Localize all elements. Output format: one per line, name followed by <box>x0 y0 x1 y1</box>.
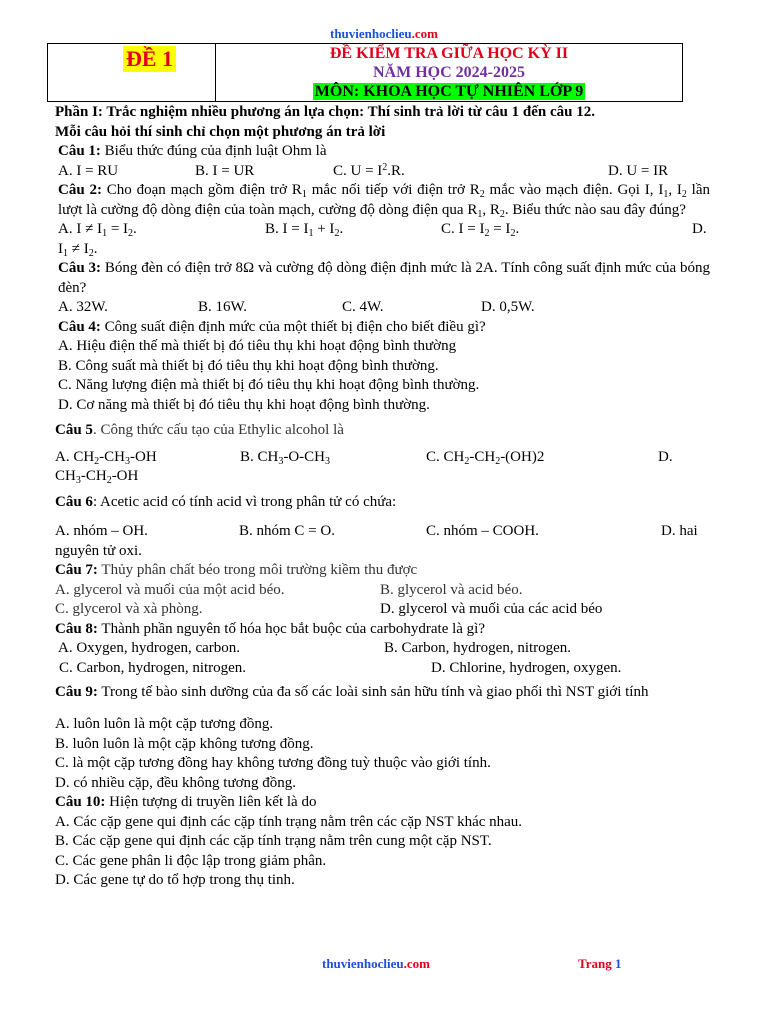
question-text: Thành phần nguyên tố hóa học bắt buộc của carbohydrate là gì? <box>97 620 486 637</box>
option-c: C. 4W. <box>342 299 384 315</box>
question-label: Câu 1: <box>58 143 101 159</box>
question-label: Câu 2: <box>58 182 102 198</box>
option-d: D. glycerol và muối của các acid béo <box>380 601 603 617</box>
option-a: A. Hiệu điện thế mà thiết bị đó tiêu thụ khi hoạt động bình thường <box>58 338 457 354</box>
question-6-options <box>55 522 710 542</box>
option-d: D. <box>658 448 673 465</box>
question-label: Câu 3: <box>58 260 102 276</box>
option-d: D. có nhiều cặp, đều không tương đồng. <box>55 774 297 791</box>
question-label: Câu 4: <box>58 318 101 335</box>
option-a: A. $CH_2-CH_3-OH$ <box>55 448 157 467</box>
option-a: A. Oxygen, hydrogen, carbon. <box>58 640 241 656</box>
option-a: A. $I \ne I_1 = I_2$. <box>58 221 137 239</box>
option-b: B. Các cặp gene qui định các cặp tính trạng nằm trên cung một cặp NST. <box>55 833 492 849</box>
option-b: B. nhóm C = O. <box>239 523 335 539</box>
question-text: : Acetic acid có tính acid vì trong phân tử có chứa: <box>92 493 397 510</box>
question-text: Cho đoạn mạch gồm điện trở $R_1$ mắc nối tiếp với điện trở $R_2$ mắc vào mạch điện. Gọi I, $I_1$, $I_2$ lần lượt là cường độ dòng điện của toàn mạch, cường độ dòng điện qua $R_1$, $R_2$. Biểu thức nào sau đây đúng? <box>58 182 711 220</box>
question-7-options-row2 <box>55 600 710 620</box>
question-3 <box>55 259 710 298</box>
part1-heading-line2: Mỗi câu hỏi thí sinh chỉ chọn một phương án trả lời <box>55 123 386 140</box>
question-5 <box>55 421 710 441</box>
question-text: Bóng đèn có điện trở 8Ω và cường độ dòng điện định mức là 2A. Tính công suất định mức của bóng đèn? <box>58 260 711 296</box>
page-label: Trang <box>578 956 612 971</box>
exam-header-table <box>47 43 683 102</box>
option-c: C. $CH_2-CH_2-(OH)2$ <box>426 448 545 467</box>
option-a: A. 32W. <box>58 299 108 315</box>
question-text: Trong tế bào sinh dưỡng của đa số các loài sinh sản hữu tính và giao phối thì NST giới tính <box>97 684 649 700</box>
question-text: Thủy phân chất béo trong môi trường kiềm thu được <box>97 562 418 578</box>
option-c: C. glycerol và xà phòng. <box>55 601 203 617</box>
question-9 <box>55 680 710 705</box>
part1-heading <box>55 103 710 142</box>
part1-heading-line1: Phần I: Trắc nghiệm nhiều phương án lựa chọn: Thí sinh trả lời từ câu 1 đến câu 12. <box>55 104 595 120</box>
option-c: C. nhóm – COOH. <box>426 523 539 539</box>
question-6 <box>55 493 710 513</box>
exam-title: ĐỀ KIỂM TRA GIỮA HỌC KỲ II <box>329 45 569 62</box>
exam-code: ĐỀ 1 <box>123 46 176 72</box>
question-text: . Công thức cấu tạo của Ethylic alcohol là <box>92 422 344 438</box>
option-b: B. glycerol và acid béo. <box>380 581 523 598</box>
option-a: A. luôn luôn là một cặp tương đồng. <box>55 716 274 732</box>
footer-site-name: thuvienhoclieu <box>322 956 404 971</box>
question-1-options <box>55 162 710 182</box>
question-label: Câu 7: <box>55 562 98 578</box>
option-d: D. Các gene tự do tổ hợp trong thụ tinh. <box>55 872 295 888</box>
option-c: C. Carbon, hydrogen, nitrogen. <box>59 659 247 676</box>
site-watermark-bottom <box>322 956 430 972</box>
option-d: D. U = IR <box>608 162 669 179</box>
option-d-continued: $CH_3-CH_2-OH$ <box>55 468 139 486</box>
option-a: A. glycerol và muối của một acid béo. <box>55 581 285 598</box>
question-8 <box>55 620 710 640</box>
exam-code-cell <box>48 44 216 101</box>
option-c: C. $U = I^2.R$. <box>333 161 405 179</box>
option-d-continued: $I_1 \ne I_2$. <box>58 240 98 259</box>
question-label: Câu 8: <box>55 620 98 637</box>
option-b: B. $CH_3-O-CH_3$ <box>240 448 331 467</box>
question-2-options <box>55 220 710 240</box>
question-2 <box>55 181 710 220</box>
option-d: D. <box>692 221 707 237</box>
question-1 <box>55 142 710 162</box>
school-year: NĂM HỌC 2024-2025 <box>373 64 525 81</box>
exam-content <box>55 103 710 891</box>
question-7-options-row1 <box>55 581 710 601</box>
option-a: A. I = RU <box>58 162 119 179</box>
question-text: Hiện tượng di truyền liên kết là do <box>105 794 317 810</box>
option-d: D. Cơ năng mà thiết bị đó tiêu thụ khi hoạt động bình thường. <box>58 396 430 413</box>
page-number-value: 1 <box>614 956 622 971</box>
question-7 <box>55 561 710 581</box>
option-b: B. Carbon, hydrogen, nitrogen. <box>384 640 572 656</box>
question-label: Câu 6 <box>55 493 93 510</box>
option-a: A. nhóm – OH. <box>55 523 148 539</box>
question-4 <box>55 318 710 338</box>
exam-title-cell <box>216 44 682 101</box>
option-a: A. Các cặp gene qui định các cặp tính trạng nằm trên các cặp NST khác nhau. <box>55 813 523 830</box>
question-8-options-row2 <box>55 659 710 679</box>
option-c: C. Các gene phân li độc lập trong giảm phân. <box>55 852 327 869</box>
question-5-options <box>55 448 710 468</box>
option-d: D. 0,5W. <box>481 299 535 315</box>
site-watermark-top <box>0 26 768 42</box>
site-tld: .com <box>411 26 438 41</box>
option-c: C. Năng lượng điện mà thiết bị đó tiêu thụ khi hoạt động bình thường. <box>58 377 480 393</box>
site-name: thuvienhoclieu <box>330 26 412 41</box>
option-b: B. $I = I_1 + I_2$. <box>265 221 344 239</box>
option-c: C. là một cặp tương đồng hay không tương đồng tuỳ thuộc vào giới tính. <box>55 755 491 771</box>
option-d: D. Chlorine, hydrogen, oxygen. <box>431 659 622 676</box>
question-label: Câu 5 <box>55 422 93 438</box>
footer-site-tld: .com <box>403 956 430 971</box>
question-text: Biểu thức đúng của định luật Ohm là <box>100 143 327 159</box>
question-label: Câu 10: <box>55 794 106 810</box>
option-b: B. 16W. <box>198 299 248 315</box>
question-text: Công suất điện định mức của một thiết bị điện cho biết điều gì? <box>100 318 486 335</box>
page-number <box>578 956 621 972</box>
question-3-options <box>55 298 710 318</box>
option-b: B. I = UR <box>195 162 255 179</box>
option-b: B. Công suất mà thiết bị đó tiêu thụ khi hoạt động bình thường. <box>58 357 439 374</box>
option-b: B. luôn luôn là một cặp không tương đồng. <box>55 735 314 752</box>
subject-title: MÔN: KHOA HỌC TỰ NHIÊN LỚP 9 <box>314 83 584 100</box>
question-label: Câu 9: <box>55 684 98 700</box>
option-d: D. hai <box>661 523 698 539</box>
option-d-continued: nguyên tử oxi. <box>55 542 142 559</box>
option-c: C. $I = I_2 = I_2$. <box>441 221 520 239</box>
question-10 <box>55 793 710 813</box>
question-8-options-row1 <box>55 639 710 659</box>
